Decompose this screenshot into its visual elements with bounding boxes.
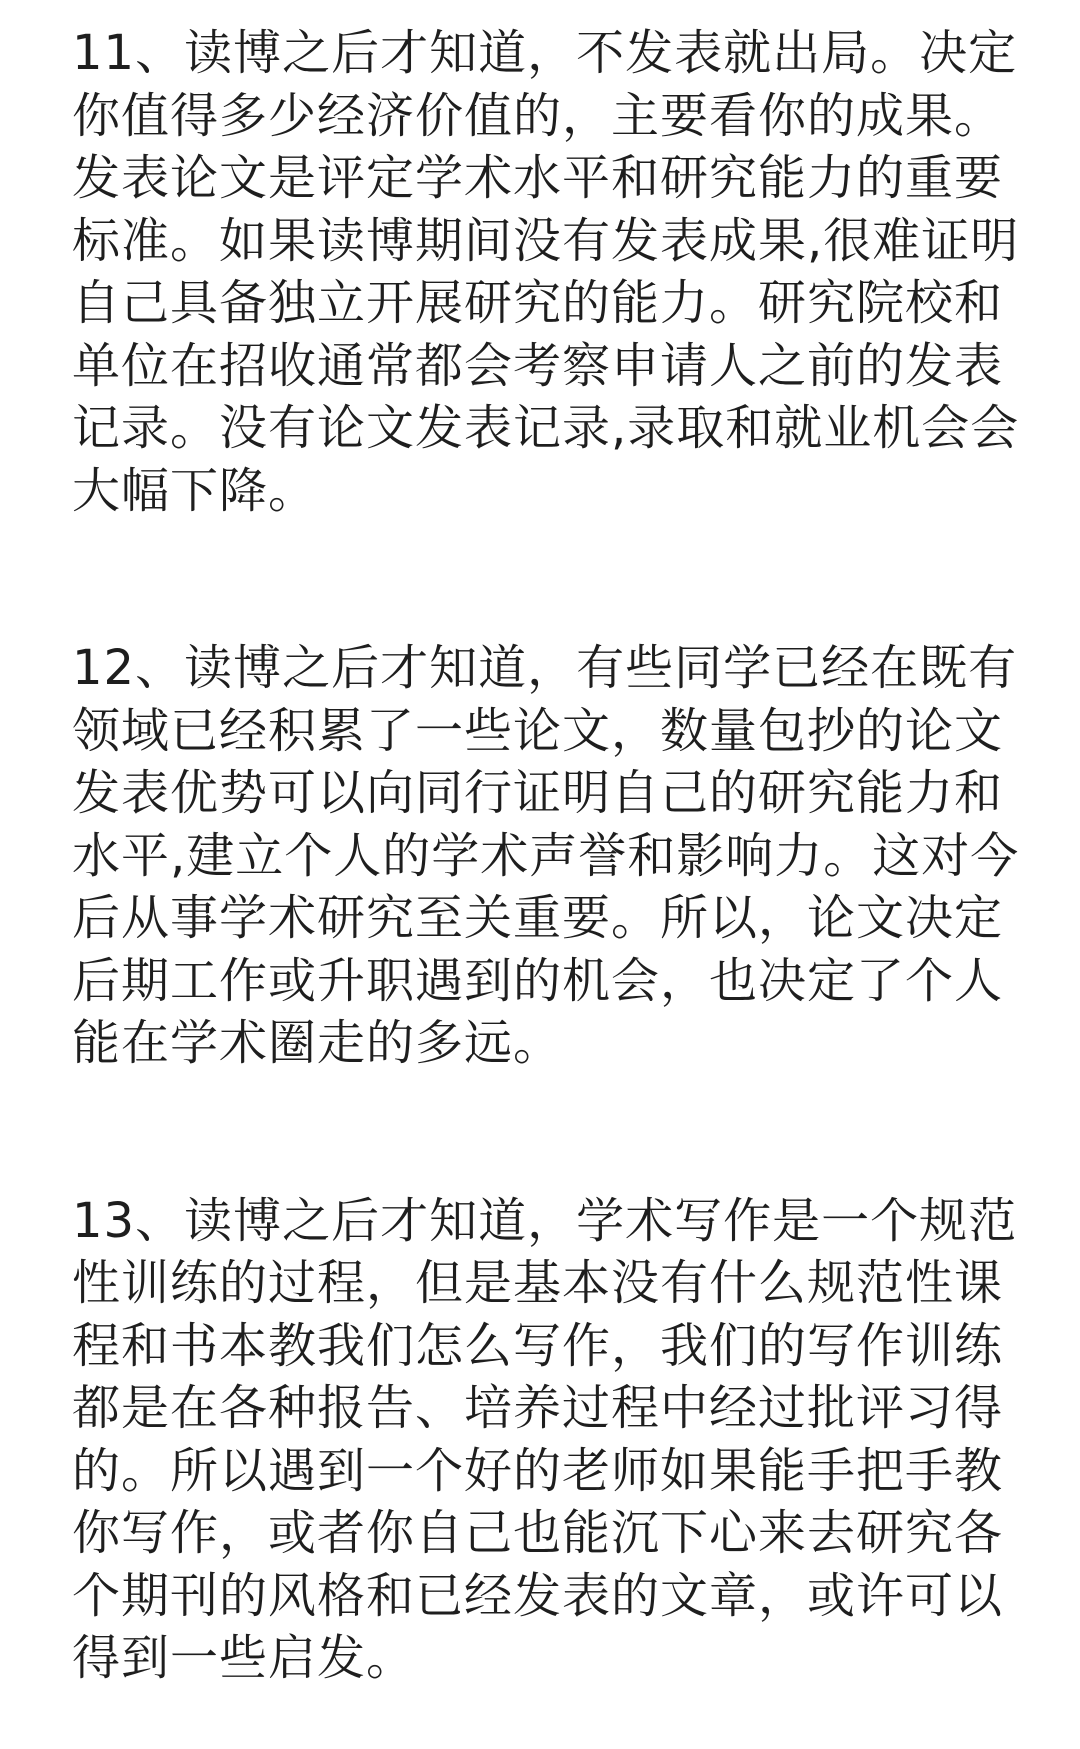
text-line: 记录。没有论文发表记录,录取和就业机会会: [72, 400, 1020, 456]
text-line: 大幅下降。: [72, 462, 318, 519]
text-line: 你值得多少经济价值的，主要看你的成果。: [72, 87, 1004, 144]
text-line: 发表优势可以向同行证明自己的研究能力和: [72, 765, 1004, 821]
text-line: 水平,建立个人的学术声誉和影响力。这对今: [72, 827, 1020, 884]
text-line: 都是在各种报告、培养过程中经过批评习得: [72, 1380, 1004, 1436]
text-line: 你写作，或者你自己也能沉下心来去研究各: [72, 1505, 1004, 1561]
paragraph-12: [72, 637, 1032, 1075]
text-line: 11、读博之后才知道，不发表就出局。决定: [72, 25, 1018, 81]
article-body: [72, 22, 1032, 1690]
text-line: 程和书本教我们怎么写作，我们的写作训练: [72, 1317, 1004, 1374]
text-line: 个期刊的风格和已经发表的文章，或许可以: [72, 1567, 1004, 1624]
text-line: 得到一些启发。: [72, 1630, 416, 1686]
text-line: 自己具备独立开展研究的能力。研究院校和: [72, 275, 1004, 331]
paragraph-spacer: [72, 1075, 1032, 1190]
text-line: 发表论文是评定学术水平和研究能力的重要: [72, 150, 1004, 206]
text-line: 12、读博之后才知道，有些同学已经在既有: [72, 640, 1018, 696]
paragraph-13: [72, 1190, 1032, 1690]
text-line: 后从事学术研究至关重要。所以，论文决定: [72, 890, 1004, 946]
text-line: 单位在招收通常都会考察申请人之前的发表: [72, 337, 1004, 394]
text-line: 领域已经积累了一些论文，数量包抄的论文: [72, 702, 1004, 759]
text-line: 性训练的过程，但是基本没有什么规范性课: [72, 1255, 1004, 1311]
text-line: 13、读博之后才知道，学术写作是一个规范: [72, 1192, 1018, 1249]
paragraph-spacer: [72, 522, 1032, 637]
text-line: 后期工作或升职遇到的机会，也决定了个人: [72, 952, 1004, 1009]
text-line: 能在学术圈走的多远。: [72, 1015, 563, 1071]
text-line: 标准。如果读博期间没有发表成果,很难证明: [72, 212, 1020, 269]
paragraph-11: [72, 22, 1032, 522]
text-line: 的。所以遇到一个好的老师如果能手把手教: [72, 1442, 1004, 1499]
